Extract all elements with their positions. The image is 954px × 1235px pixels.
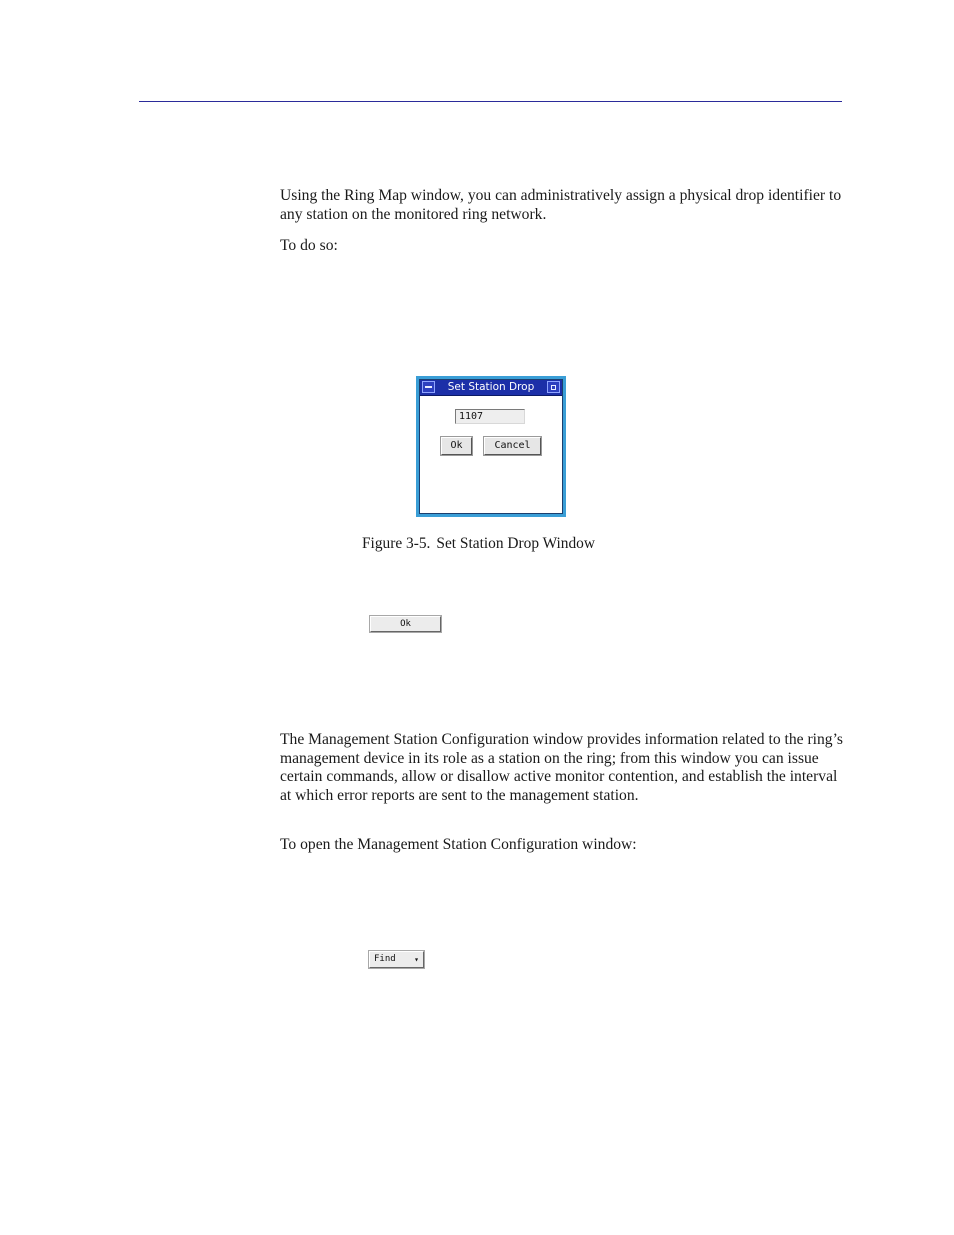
dialog-body (419, 379, 563, 514)
intro-paragraph: Using the Ring Map window, you can administratively assign a physical drop identifier to any station on the monitored ring network. (280, 187, 842, 223)
cancel-button[interactable]: Cancel (484, 437, 541, 455)
ok-button[interactable]: Ok (441, 437, 472, 455)
maximize-icon[interactable] (547, 381, 560, 393)
figure-caption (362, 535, 595, 553)
find-label: Find (374, 954, 396, 964)
station-drop-input[interactable]: 1107 (455, 409, 525, 424)
set-station-drop-window (416, 376, 566, 517)
window-menu-icon[interactable] (422, 381, 435, 393)
figure-title: Set Station Drop Window (436, 535, 595, 552)
dropdown-arrow-icon: ▾ (414, 955, 419, 964)
intro-lead-in: To do so: (280, 237, 338, 254)
header-rule (139, 101, 842, 102)
figure-number: Figure 3-5. (362, 535, 431, 552)
find-menu-button[interactable] (369, 951, 424, 968)
dialog-title-bar[interactable] (420, 380, 562, 396)
step-ok-button[interactable]: Ok (370, 616, 441, 632)
management-lead-in: To open the Management Station Configuration window: (280, 836, 637, 853)
management-paragraph: The Management Station Configuration window provides information related to the ring’s management device in its role as a station on the ring; from this window you can issue certain commands, allow or disallow active monitor contention, and establish the interval at which error reports are sent to the management station. (280, 731, 843, 804)
dialog-title: Set Station Drop (447, 381, 535, 393)
